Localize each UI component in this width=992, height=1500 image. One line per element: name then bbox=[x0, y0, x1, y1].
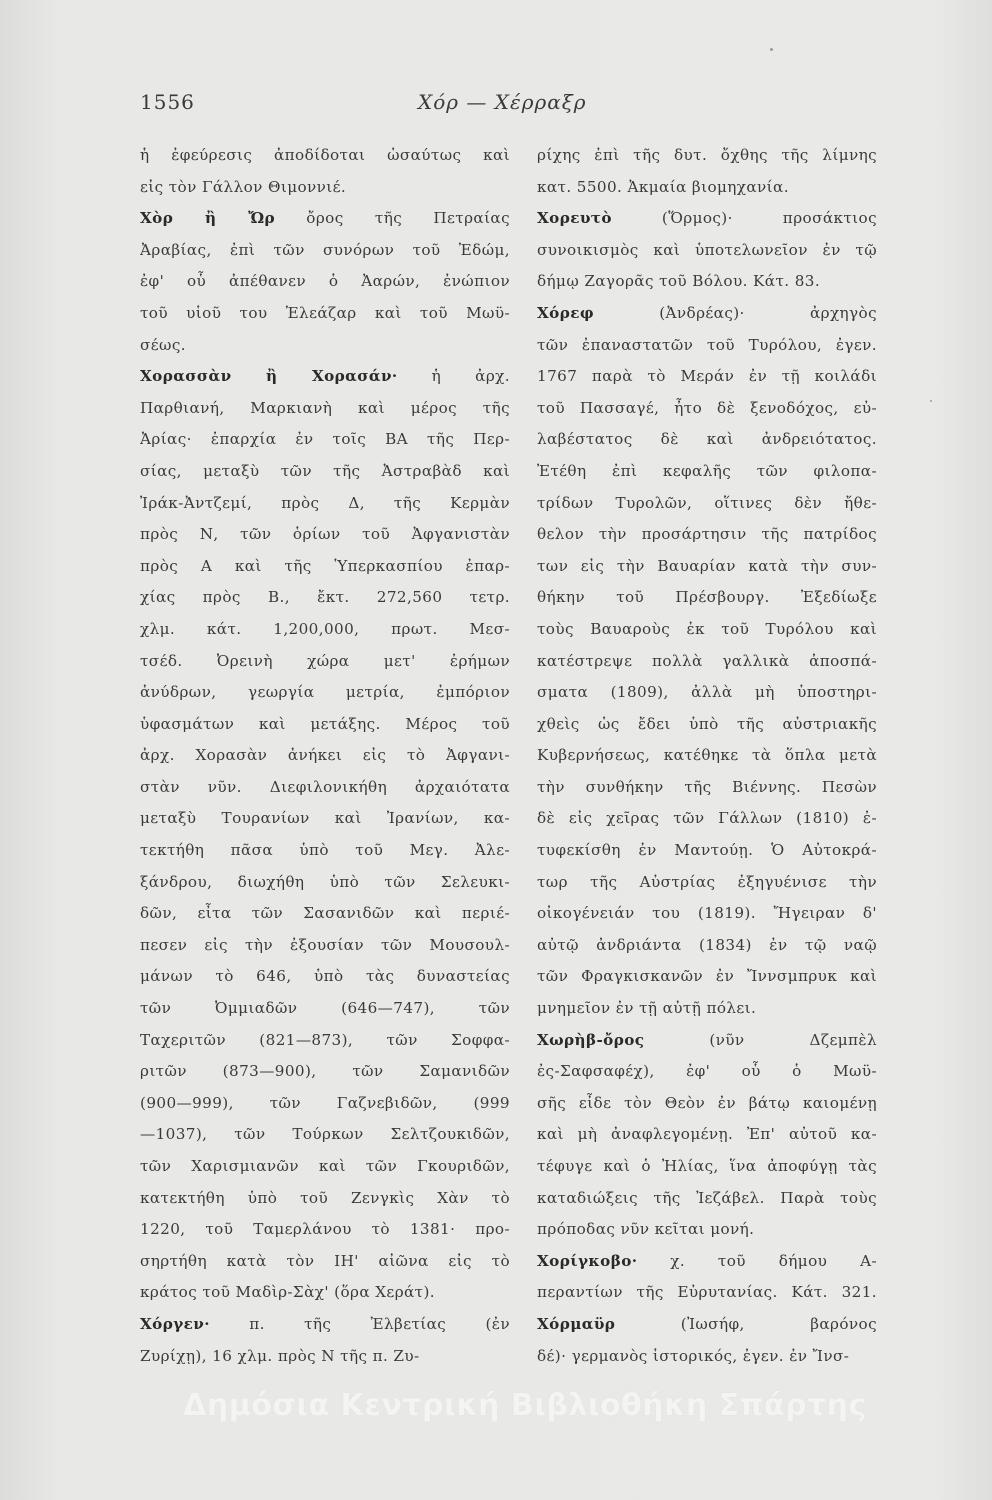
left-column-text-line: Ἰράκ-Ἀντζεμί, πρὸς Δ, τῆς Κερμὰν bbox=[140, 493, 510, 512]
left-column-text-line: Χὸρ ἢ Ὤρ ὄρος τῆς Πετραίας bbox=[140, 209, 510, 228]
left-column-text-line: ἀνύδρων, γεωργία μετρία, ἐμπόριον bbox=[140, 683, 510, 702]
right-column-text-line: των εἰς τὴν Βαυαρίαν κατὰ τὴν συν- bbox=[537, 556, 877, 575]
right-column-text-line: τρίδων Τυρολῶν, οἵτινες δὲν ἤθε- bbox=[537, 493, 877, 512]
right-column-text-line: σματα (1809), ἀλλὰ μὴ ὑποστηρι- bbox=[537, 683, 877, 702]
right-column-text-line: οἰκογένειάν του (1819). Ἤγειραν δ' bbox=[537, 904, 877, 923]
right-column-text-line: καὶ μὴ ἀναφλεγομένῃ. Ἐπ' αὐτοῦ κα- bbox=[537, 1125, 877, 1144]
entry-headword: Χορευτὸ bbox=[537, 209, 612, 228]
right-column-text-line: Χορευτὸ (Ὅρμος)· προσάκτιος bbox=[537, 209, 877, 228]
paper-speck bbox=[770, 48, 773, 51]
right-column-text-line: τῶν ἐπαναστατῶν τοῦ Τυρόλου, ἐγεν. bbox=[537, 335, 877, 354]
page-header bbox=[140, 90, 870, 120]
entry-headword: Χόργεν· bbox=[140, 1314, 210, 1333]
left-column-text-line: πρὸς Α καὶ τῆς Ὑπερκασπίου ἐπαρ- bbox=[140, 556, 510, 575]
left-column-text-line: Παρθιανή, Μαρκιανὴ καὶ μέρος τῆς bbox=[140, 398, 510, 417]
right-column-text-line: αὐτῷ ἀνδριάντα (1834) ἐν τῷ ναῷ bbox=[537, 935, 877, 954]
right-column-text-line: πρόποδας νῦν κεῖται μονή. bbox=[537, 1220, 755, 1239]
right-column bbox=[537, 140, 877, 1372]
left-column-text-line: —1037), τῶν Τούρκων Σελτζουκιδῶν, bbox=[140, 1125, 510, 1144]
left-column-text-line: εἰς τὸν Γάλλον Θιμοννιέ. bbox=[140, 177, 347, 196]
left-column bbox=[140, 140, 510, 1372]
right-column-text-line: καταδιώξεις τῆς Ἰεζάβελ. Παρὰ τοὺς bbox=[537, 1188, 877, 1207]
left-column-text-line: τῶν Ὀμμιαδῶν (646—747), τῶν bbox=[140, 999, 510, 1018]
entry-headword: Χωρὴβ-ὄρος bbox=[537, 1030, 645, 1049]
right-column-text-line: δήμῳ Ζαγορᾶς τοῦ Βόλου. Κάτ. 83. bbox=[537, 272, 821, 291]
right-column-text-line: κατέστρεψε πολλὰ γαλλικὰ ἀποσπά- bbox=[537, 651, 877, 670]
left-column-text-line: Χορασσὰν ἢ Χορασάν· ἡ ἀρχ. bbox=[140, 367, 510, 386]
left-column-text-line: τσέδ. Ὀρεινὴ χώρα μετ' ἐρήμων bbox=[140, 651, 510, 670]
left-column-text-line: τοῦ υἱοῦ του Ἐλεάζαρ καὶ τοῦ Μωϋ- bbox=[140, 303, 510, 322]
right-column-text-line: ρίχης ἐπὶ τῆς δυτ. ὄχθης τῆς λίμνης bbox=[537, 146, 877, 164]
right-column-text-line: ἐς-Σαφσαφέχ), ἐφ' οὗ ὁ Μωϋ- bbox=[537, 1062, 877, 1081]
left-column-text-line: ἡ ἐφεύρεσις ἀποδίδοται ὡσαύτως καὶ bbox=[140, 146, 510, 164]
left-column-text-line: σίας, μεταξὺ τῶν τῆς Ἀστραβὰδ καὶ bbox=[140, 461, 510, 480]
right-column-text-line: τυφεκίσθη ἐν Μαντούῃ. Ὁ Αὐτοκρά- bbox=[537, 841, 877, 860]
left-column-text-line: μάνων τὸ 646, ὑπὸ τὰς δυναστείας bbox=[140, 967, 510, 986]
right-column-text-line: Χωρὴβ-ὄρος (νῦν Δζεμπὲλ bbox=[537, 1030, 877, 1049]
left-column-text-line: κράτος τοῦ Μαδὶρ-Σὰχ' (ὅρα Χεράτ). bbox=[140, 1283, 436, 1302]
left-column-text-line: ριτῶν (873—900), τῶν Σαμανιδῶν bbox=[140, 1062, 510, 1081]
entry-headword: Χόρεφ bbox=[537, 303, 594, 322]
right-column-text-line: Ἐτέθη ἐπὶ κεφαλῆς τῶν φιλοπα- bbox=[537, 461, 877, 480]
right-column-text-line: θήκην τοῦ Πρέσβουργ. Ἐξεδίωξε bbox=[537, 588, 877, 607]
right-column-text-line: κατ. 5500. Ἀκμαία βιομηχανία. bbox=[537, 177, 789, 196]
right-column-text-line: συνοικισμὸς καὶ ὑποτελωνεῖον ἐν τῷ bbox=[537, 240, 877, 259]
left-column-text-line: Ζυρίχῃ), 16 χλμ. πρὸς Ν τῆς π. Ζυ- bbox=[140, 1346, 420, 1365]
left-column-text-line: μεταξὺ Τουρανίων καὶ Ἰρανίων, κα- bbox=[140, 809, 510, 828]
left-column-text-line: χίας πρὸς Β., ἔκτ. 272,560 τετρ. bbox=[140, 588, 510, 607]
left-column-text-line: στὰν νῦν. Διεφιλονικήθη ἀρχαιότατα bbox=[140, 777, 510, 796]
right-column-text-line: σῆς εἶδε τὸν Θεὸν ἐν βάτῳ καιομένῃ bbox=[537, 1093, 877, 1112]
left-column-text-line: Χόργεν· π. τῆς Ἐλβετίας (ἐν bbox=[140, 1314, 510, 1333]
left-column-text-line: ὑφασμάτων καὶ μετάξης. Μέρος τοῦ bbox=[140, 714, 510, 733]
right-column-text-line: τοῦ Πασσαγέ, ἦτο δὲ ξενοδόχος, εὐ- bbox=[537, 398, 877, 417]
right-column-text-line: Χορίγκοβο· χ. τοῦ δήμου Α- bbox=[537, 1251, 877, 1270]
right-column-text-line: Χόρεφ (Ἀνδρέας)· ἀρχηγὸς bbox=[537, 303, 877, 322]
right-column-text-line: τέφυγε καὶ ὁ Ἠλίας, ἵνα ἀποφύγῃ τὰς bbox=[537, 1157, 877, 1175]
left-column-text-line: ἐφ' οὗ ἀπέθανεν ὁ Ἀαρών, ἐνώπιον bbox=[140, 272, 510, 291]
left-column-text-line: δῶν, εἶτα τῶν Σασανιδῶν καὶ περιέ- bbox=[140, 904, 510, 923]
left-column-text-line: 1220, τοῦ Ταμερλάνου τὸ 1381· προ- bbox=[140, 1220, 510, 1239]
entry-headword: Χόρμαϋρ bbox=[537, 1314, 616, 1333]
left-column-text-line: χλμ. κάτ. 1,200,000, πρωτ. Μεσ- bbox=[140, 619, 510, 638]
page-number: 1556 bbox=[140, 90, 195, 114]
right-column-text-line: τωρ τῆς Αὐστρίας ἐξηγυένισε τὴν bbox=[537, 872, 877, 891]
paper-speck bbox=[930, 400, 932, 402]
right-column-text-line: τοὺς Βαυαροὺς ἐκ τοῦ Τυρόλου καὶ bbox=[537, 619, 877, 638]
right-column-text-line: περαντίων τῆς Εὐρυτανίας. Κάτ. 321. bbox=[537, 1283, 877, 1302]
left-column-text-line: κατεκτήθη ὑπὸ τοῦ Ζενγκὶς Χὰν τὸ bbox=[140, 1188, 510, 1207]
left-column-text-line: Ἀραβίας, ἐπὶ τῶν συνόρων τοῦ Ἐδώμ, bbox=[140, 240, 510, 259]
left-column-text-line: ξάνδρου, διωχήθη ὑπὸ τῶν Σελευκι- bbox=[140, 872, 510, 891]
right-column-text-line: λαβέστατος δὲ καὶ ἀνδρειότατος. bbox=[537, 430, 877, 449]
left-column-text-line: πρὸς Ν, τῶν ὁρίων τοῦ Ἀφγανιστὰν bbox=[140, 525, 510, 544]
library-watermark: Δημόσια Κεντρική Βιβλιοθήκη Σπάρτης bbox=[183, 1388, 867, 1423]
left-column-text-line: τῶν Χαρισμιανῶν καὶ τῶν Γκουριδῶν, bbox=[140, 1157, 510, 1175]
left-column-text-line: σέως. bbox=[140, 335, 186, 354]
left-column-text-line: τεκτήθη πᾶσα ὑπὸ τοῦ Μεγ. Ἀλε- bbox=[140, 841, 510, 860]
entry-headword: Χορασσὰν ἢ Χορασάν· bbox=[140, 367, 398, 386]
left-column-text-line: Ταχεριτῶν (821—873), τῶν Σοφφα- bbox=[140, 1030, 510, 1049]
right-column-text-line: δέ)· γερμανὸς ἱστορικός, ἐγεν. ἐν Ἴνσ- bbox=[537, 1346, 850, 1365]
left-column-text-line: σηρτήθη κατὰ τὸν ΙΗ' αἰῶνα εἰς τὸ bbox=[140, 1251, 510, 1270]
right-column-text-line: Κυβερνήσεως, κατέθηκε τὰ ὅπλα μετὰ bbox=[537, 746, 877, 765]
right-column-text-line: τῶν Φραγκισκανῶν ἐν Ἴννσμπρυκ καὶ bbox=[537, 967, 877, 986]
left-column-text-line: (900—999), τῶν Γαζνεβιδῶν, (999 bbox=[140, 1093, 510, 1112]
entry-headword: Χὸρ ἢ Ὤρ bbox=[140, 209, 276, 228]
right-column-text-line: τὴν συνθήκην τῆς Βιέννης. Πεσὼν bbox=[537, 777, 877, 796]
left-column-text-line: ἀρχ. Χορασὰν ἀνήκει εἰς τὸ Ἀφγανι- bbox=[140, 746, 510, 765]
left-column-text-line: πεσεν εἰς τὴν ἐξουσίαν τῶν Μουσουλ- bbox=[140, 935, 510, 954]
running-head: Χόρ — Χέρραξρ bbox=[418, 90, 587, 114]
right-column-text-line: Χόρμαϋρ (Ἰωσήφ, βαρόνος bbox=[537, 1314, 877, 1333]
right-column-text-line: μνημεῖον ἐν τῇ αὐτῇ πόλει. bbox=[537, 999, 757, 1018]
right-column-text-line: χθεὶς ὡς ἔδει ὑπὸ τῆς αὐστριακῆς bbox=[537, 714, 877, 733]
right-column-text-line: θελον τὴν προσάρτησιν τῆς πατρίδος bbox=[537, 525, 877, 544]
entry-headword: Χορίγκοβο· bbox=[537, 1251, 638, 1270]
right-column-text-line: 1767 παρὰ τὸ Μεράν ἐν τῇ κοιλάδι bbox=[537, 367, 877, 386]
left-column-text-line: Ἀρίας· ἐπαρχία ἐν τοῖς ΒΑ τῆς Περ- bbox=[140, 430, 510, 449]
right-column-text-line: δὲ εἰς χεῖρας τῶν Γάλλων (1810) ἐ- bbox=[537, 809, 877, 828]
